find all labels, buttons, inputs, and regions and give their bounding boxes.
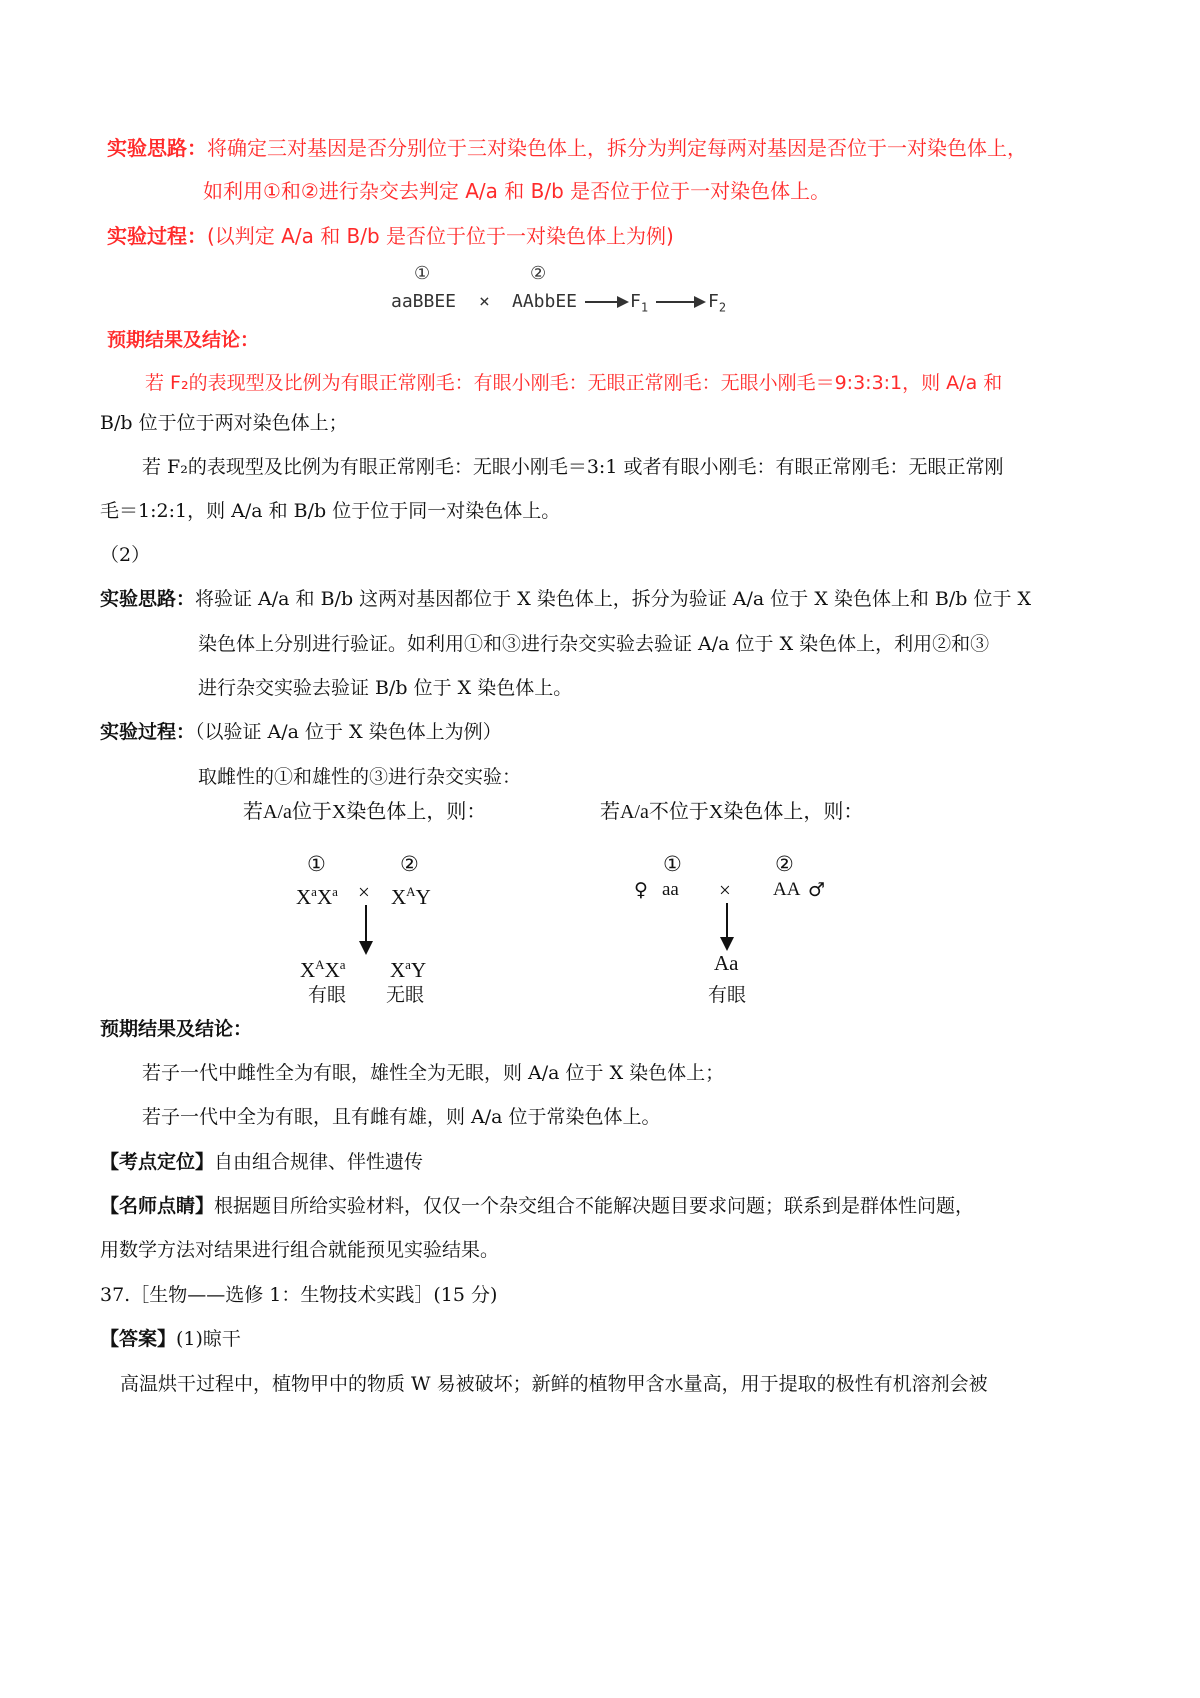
cross-f2: $F_2$ <box>708 291 727 315</box>
diagram-left-label-1: 有眼 <box>308 984 347 1006</box>
diagram-left-mark-2: ② <box>400 852 419 876</box>
diagram-right-times: × <box>719 878 731 902</box>
diagram-left-mark-1: ① <box>307 852 326 876</box>
male-symbol-icon: ♂ <box>808 879 826 901</box>
diagram-left-times: × <box>358 880 370 904</box>
idea2-line-2: 染色体上分别进行验证。如利用①和③进行杂交实验去验证 A/a 位于 X 染色体上，利用②和③ <box>198 633 990 655</box>
question-37-title: 37.［生物——选修 1：生物技术实践］(15 分) <box>100 1284 498 1306</box>
female-symbol-icon: ♀ <box>634 879 648 901</box>
process-line <box>107 223 674 249</box>
process2-label: 实验过程： <box>100 721 196 743</box>
answer-line <box>100 1326 241 1352</box>
process2-line <box>100 719 502 745</box>
idea-text-1: 将确定三对基因是否分别位于三对染色体上，拆分为判定每两对基因是否位于一对染色体上， <box>207 136 1027 160</box>
answer-text: (1)晾干 <box>176 1328 241 1350</box>
idea2-text-1: 将验证 A/a 和 B/b 这两对基因都位于 X 染色体上，拆分为验证 A/a 位于 X 染色体上和 B/b 位于 X <box>195 588 1032 610</box>
diagram-left-offspring-male: $X^aY$ <box>390 957 427 982</box>
cross-times: × <box>479 291 490 312</box>
process2-instruction: 取雌性的①和雄性的③进行杂交实验： <box>198 766 522 788</box>
idea2-line-3: 进行杂交实验去验证 B/b 位于 X 染色体上。 <box>198 677 573 699</box>
diagram-left-arrow <box>365 905 367 953</box>
mingshi-line-1 <box>100 1193 974 1219</box>
para-line-3: 毛＝1:2:1，则 A/a 和 B/b 位于位于同一对染色体上。 <box>100 500 561 522</box>
answer-label: 【答案】 <box>100 1328 177 1350</box>
diagram-left-heading: 若A/a位于X染色体上，则： <box>243 801 487 823</box>
diagram-right-mark-1: ① <box>663 852 682 876</box>
para-line-2: 若 F₂的表现型及比例为有眼正常刚毛：无眼小刚毛＝3:1 或者有眼小刚毛：有眼正常刚毛：无眼正常刚 <box>142 456 1004 478</box>
process2-text: （以验证 A/a 位于 X 染色体上为例） <box>195 721 502 743</box>
cross-f1: $F_1$ <box>630 291 649 315</box>
diagram-right-parent-male: AA <box>773 879 801 900</box>
cross-mark-2: ② <box>530 263 547 284</box>
part-2-label: （2） <box>100 544 151 566</box>
expect2-line-1: 若子一代中雌性全为有眼，雄性全为无眼，则 A/a 位于 X 染色体上； <box>142 1062 725 1084</box>
process-text: (以判定 A/a 和 B/b 是否位于位于一对染色体上为例) <box>207 224 674 248</box>
diagram-right-label: 有眼 <box>708 984 747 1006</box>
mingshi-label: 【名师点睛】 <box>100 1195 215 1217</box>
diagram-left-parent-female: $X^aX^a$ <box>296 884 338 909</box>
para-line-cont: B/b 位于位于两对染色体上； <box>100 412 348 434</box>
process-label: 实验过程： <box>107 224 207 248</box>
diagram-right-mark-2: ② <box>775 852 794 876</box>
kaodian-line <box>100 1149 423 1175</box>
diagram-right-parent-female: aa <box>662 879 679 900</box>
idea-line-2: 如利用①和②进行杂交去判定 A/a 和 B/b 是否位于位于一对染色体上。 <box>203 179 831 203</box>
idea2-line-1 <box>100 586 1031 612</box>
mingshi-text-1: 根据题目所给实验材料，仅仅一个杂交组合不能解决题目要求问题；联系到是群体性问题， <box>214 1195 975 1217</box>
diagram-right-offspring: Aa <box>714 951 739 975</box>
cross-mark-1: ① <box>414 263 431 284</box>
diagram-right-arrow <box>726 903 728 949</box>
expect-line-1: 若 F₂的表现型及比例为有眼正常刚毛：有眼小刚毛：无眼正常刚毛：无眼小刚毛＝9:3:3:1，则 A/a 和 <box>145 372 1003 394</box>
answer-explanation-line: 高温烘干过程中，植物甲中的物质 W 易被破坏；新鲜的植物甲含水量高，用于提取的极性有机溶剂会被 <box>120 1373 988 1395</box>
cross-parent-2: AAbbEE <box>512 291 578 312</box>
idea-label: 实验思路： <box>107 136 207 160</box>
idea-line-1 <box>107 135 1027 161</box>
kaodian-label: 【考点定位】 <box>100 1151 215 1173</box>
expect2-label: 预期结果及结论： <box>100 1018 253 1040</box>
diagram-right-heading: 若A/a不位于X染色体上，则： <box>600 801 864 823</box>
kaodian-text: 自由组合规律、伴性遗传 <box>214 1151 424 1173</box>
diagram-left-parent-male: $X^AY$ <box>391 884 431 909</box>
cross-arrow-2 <box>656 301 704 303</box>
expect-label: 预期结果及结论： <box>107 329 260 351</box>
mingshi-line-2: 用数学方法对结果进行组合就能预见实验结果。 <box>100 1239 500 1261</box>
diagram-left-offspring-female: $X^AX^a$ <box>300 957 346 982</box>
cross-arrow-1 <box>585 301 627 303</box>
cross-parent-1: aaBBEE <box>391 291 457 312</box>
expect2-line-2: 若子一代中全为有眼，且有雌有雄，则 A/a 位于常染色体上。 <box>142 1106 661 1128</box>
idea2-label: 实验思路： <box>100 588 196 610</box>
diagram-left-label-2: 无眼 <box>386 984 425 1006</box>
